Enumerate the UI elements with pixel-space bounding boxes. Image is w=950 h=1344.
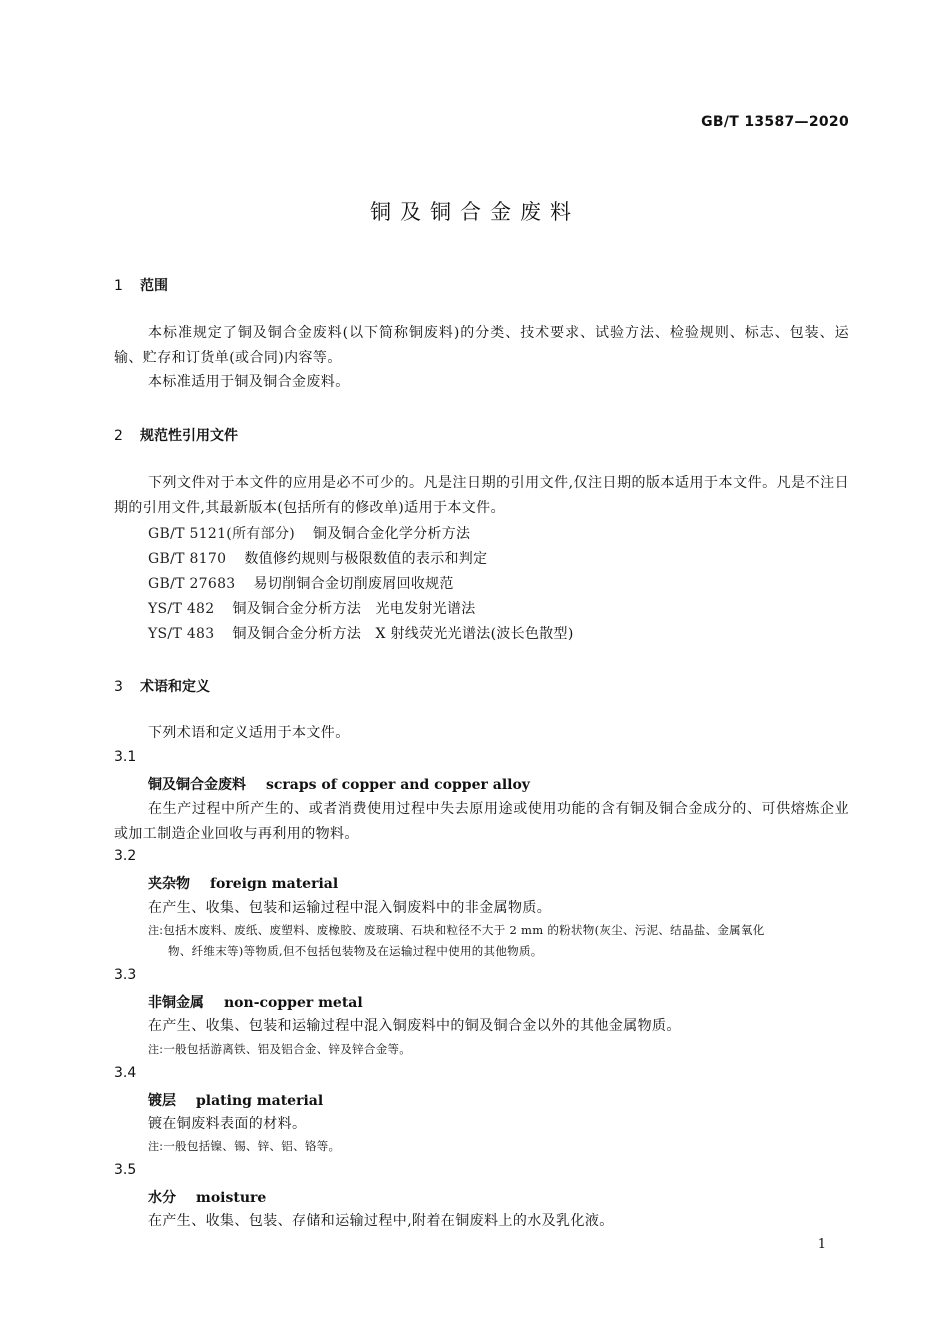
reference-code: GB/T 8170	[148, 551, 227, 567]
term-definition: 镀在铜废料表面的材料。	[148, 1116, 307, 1132]
reference-item	[148, 573, 454, 593]
reference-item	[148, 623, 574, 643]
reference-item	[148, 523, 470, 543]
standard-code: GB/T 13587—2020	[701, 114, 849, 130]
note-text: 一般包括镍、锡、锌、铝、铬等。	[163, 1139, 341, 1153]
page-number: 1	[817, 1237, 826, 1252]
reference-item	[148, 598, 476, 618]
document-title: 铜及铜合金废料	[370, 200, 580, 224]
note-continuation: 物、纤维末等)等物质,但不包括包装物及在运输过程中使用的其他物质。	[168, 944, 543, 958]
section-title: 范围	[140, 278, 168, 294]
term-definition: 在生产过程中所产生的、或者消费使用过程中失去原用途或使用功能的含有铜及铜合金成分的、可供熔炼企业或加工制造企业回收与再利用的物料。	[114, 801, 849, 842]
note-label: 注:	[148, 1043, 164, 1056]
section-number: 3	[114, 679, 123, 695]
section-3-heading	[114, 676, 210, 696]
term-english: moisture	[196, 1190, 267, 1206]
term-note	[148, 920, 849, 962]
term-number: 3.3	[114, 967, 137, 983]
terms-intro: 下列术语和定义适用于本文件。	[148, 725, 350, 741]
term-chinese: 非铜金属	[148, 995, 204, 1011]
section-2-heading	[114, 425, 238, 445]
note-text: 包括木废料、废纸、废塑料、废橡胶、废玻璃、石块和粒径不大于 2 mm 的粉状物(灰尘、污泥、结晶盐、金属氧化	[163, 923, 765, 937]
scope-applicability: 本标准适用于铜及铜合金废料。	[148, 374, 350, 390]
term-chinese: 夹杂物	[148, 876, 190, 892]
reference-title: 铜及铜合金分析方法 光电发射光谱法	[232, 601, 476, 617]
term-note	[148, 1039, 849, 1060]
note-text: 一般包括游离铁、铝及铝合金、锌及锌合金等。	[163, 1042, 412, 1056]
term-heading	[148, 873, 338, 893]
reference-code: GB/T 27683	[148, 576, 236, 592]
term-english: scraps of copper and copper alloy	[266, 777, 530, 793]
term-note	[148, 1136, 849, 1157]
term-chinese: 水分	[148, 1190, 176, 1206]
section-title: 规范性引用文件	[140, 428, 238, 444]
note-label: 注:	[148, 1140, 164, 1153]
section-number: 2	[114, 428, 123, 444]
scope-paragraph: 本标准规定了铜及铜合金废料(以下简称铜废料)的分类、技术要求、试验方法、检验规则、标志、包装、运输、贮存和订货单(或合同)内容等。	[114, 325, 849, 366]
section-title: 术语和定义	[140, 679, 210, 695]
term-number: 3.5	[114, 1162, 137, 1178]
term-heading	[148, 1187, 266, 1207]
term-english: non-copper metal	[224, 995, 363, 1011]
term-definition: 在产生、收集、包装和运输过程中混入铜废料中的非金属物质。	[148, 900, 552, 916]
term-heading	[148, 774, 530, 794]
reference-code: YS/T 483	[148, 626, 215, 642]
term-number: 3.1	[114, 749, 137, 765]
reference-item	[148, 548, 487, 568]
term-chinese: 铜及铜合金废料	[148, 777, 246, 793]
references-intro: 下列文件对于本文件的应用是必不可少的。凡是注日期的引用文件,仅注日期的版本适用于本文件。凡是不注日期的引用文件,其最新版本(包括所有的修改单)适用于本文件。	[114, 475, 849, 516]
term-heading	[148, 1090, 323, 1110]
reference-title: 铜及铜合金分析方法 X 射线荧光光谱法(波长色散型)	[232, 626, 574, 642]
term-definition: 在产生、收集、包装、存储和运输过程中,附着在铜废料上的水及乳化液。	[148, 1213, 614, 1229]
term-number: 3.2	[114, 848, 137, 864]
term-chinese: 镀层	[148, 1093, 176, 1109]
term-number: 3.4	[114, 1065, 137, 1081]
reference-code: GB/T 5121(所有部分)	[148, 526, 296, 542]
reference-title: 易切削铜合金切削废屑回收规范	[253, 576, 454, 592]
section-number: 1	[114, 278, 123, 294]
reference-title: 数值修约规则与极限数值的表示和判定	[244, 551, 488, 567]
term-heading	[148, 992, 363, 1012]
term-definition: 在产生、收集、包装和运输过程中混入铜废料中的铜及铜合金以外的其他金属物质。	[148, 1018, 681, 1034]
section-1-heading	[114, 275, 168, 295]
reference-code: YS/T 482	[148, 601, 215, 617]
term-english: plating material	[196, 1093, 324, 1109]
reference-title: 铜及铜合金化学分析方法	[313, 526, 471, 542]
note-label: 注:	[148, 924, 164, 937]
term-english: foreign material	[210, 876, 339, 892]
